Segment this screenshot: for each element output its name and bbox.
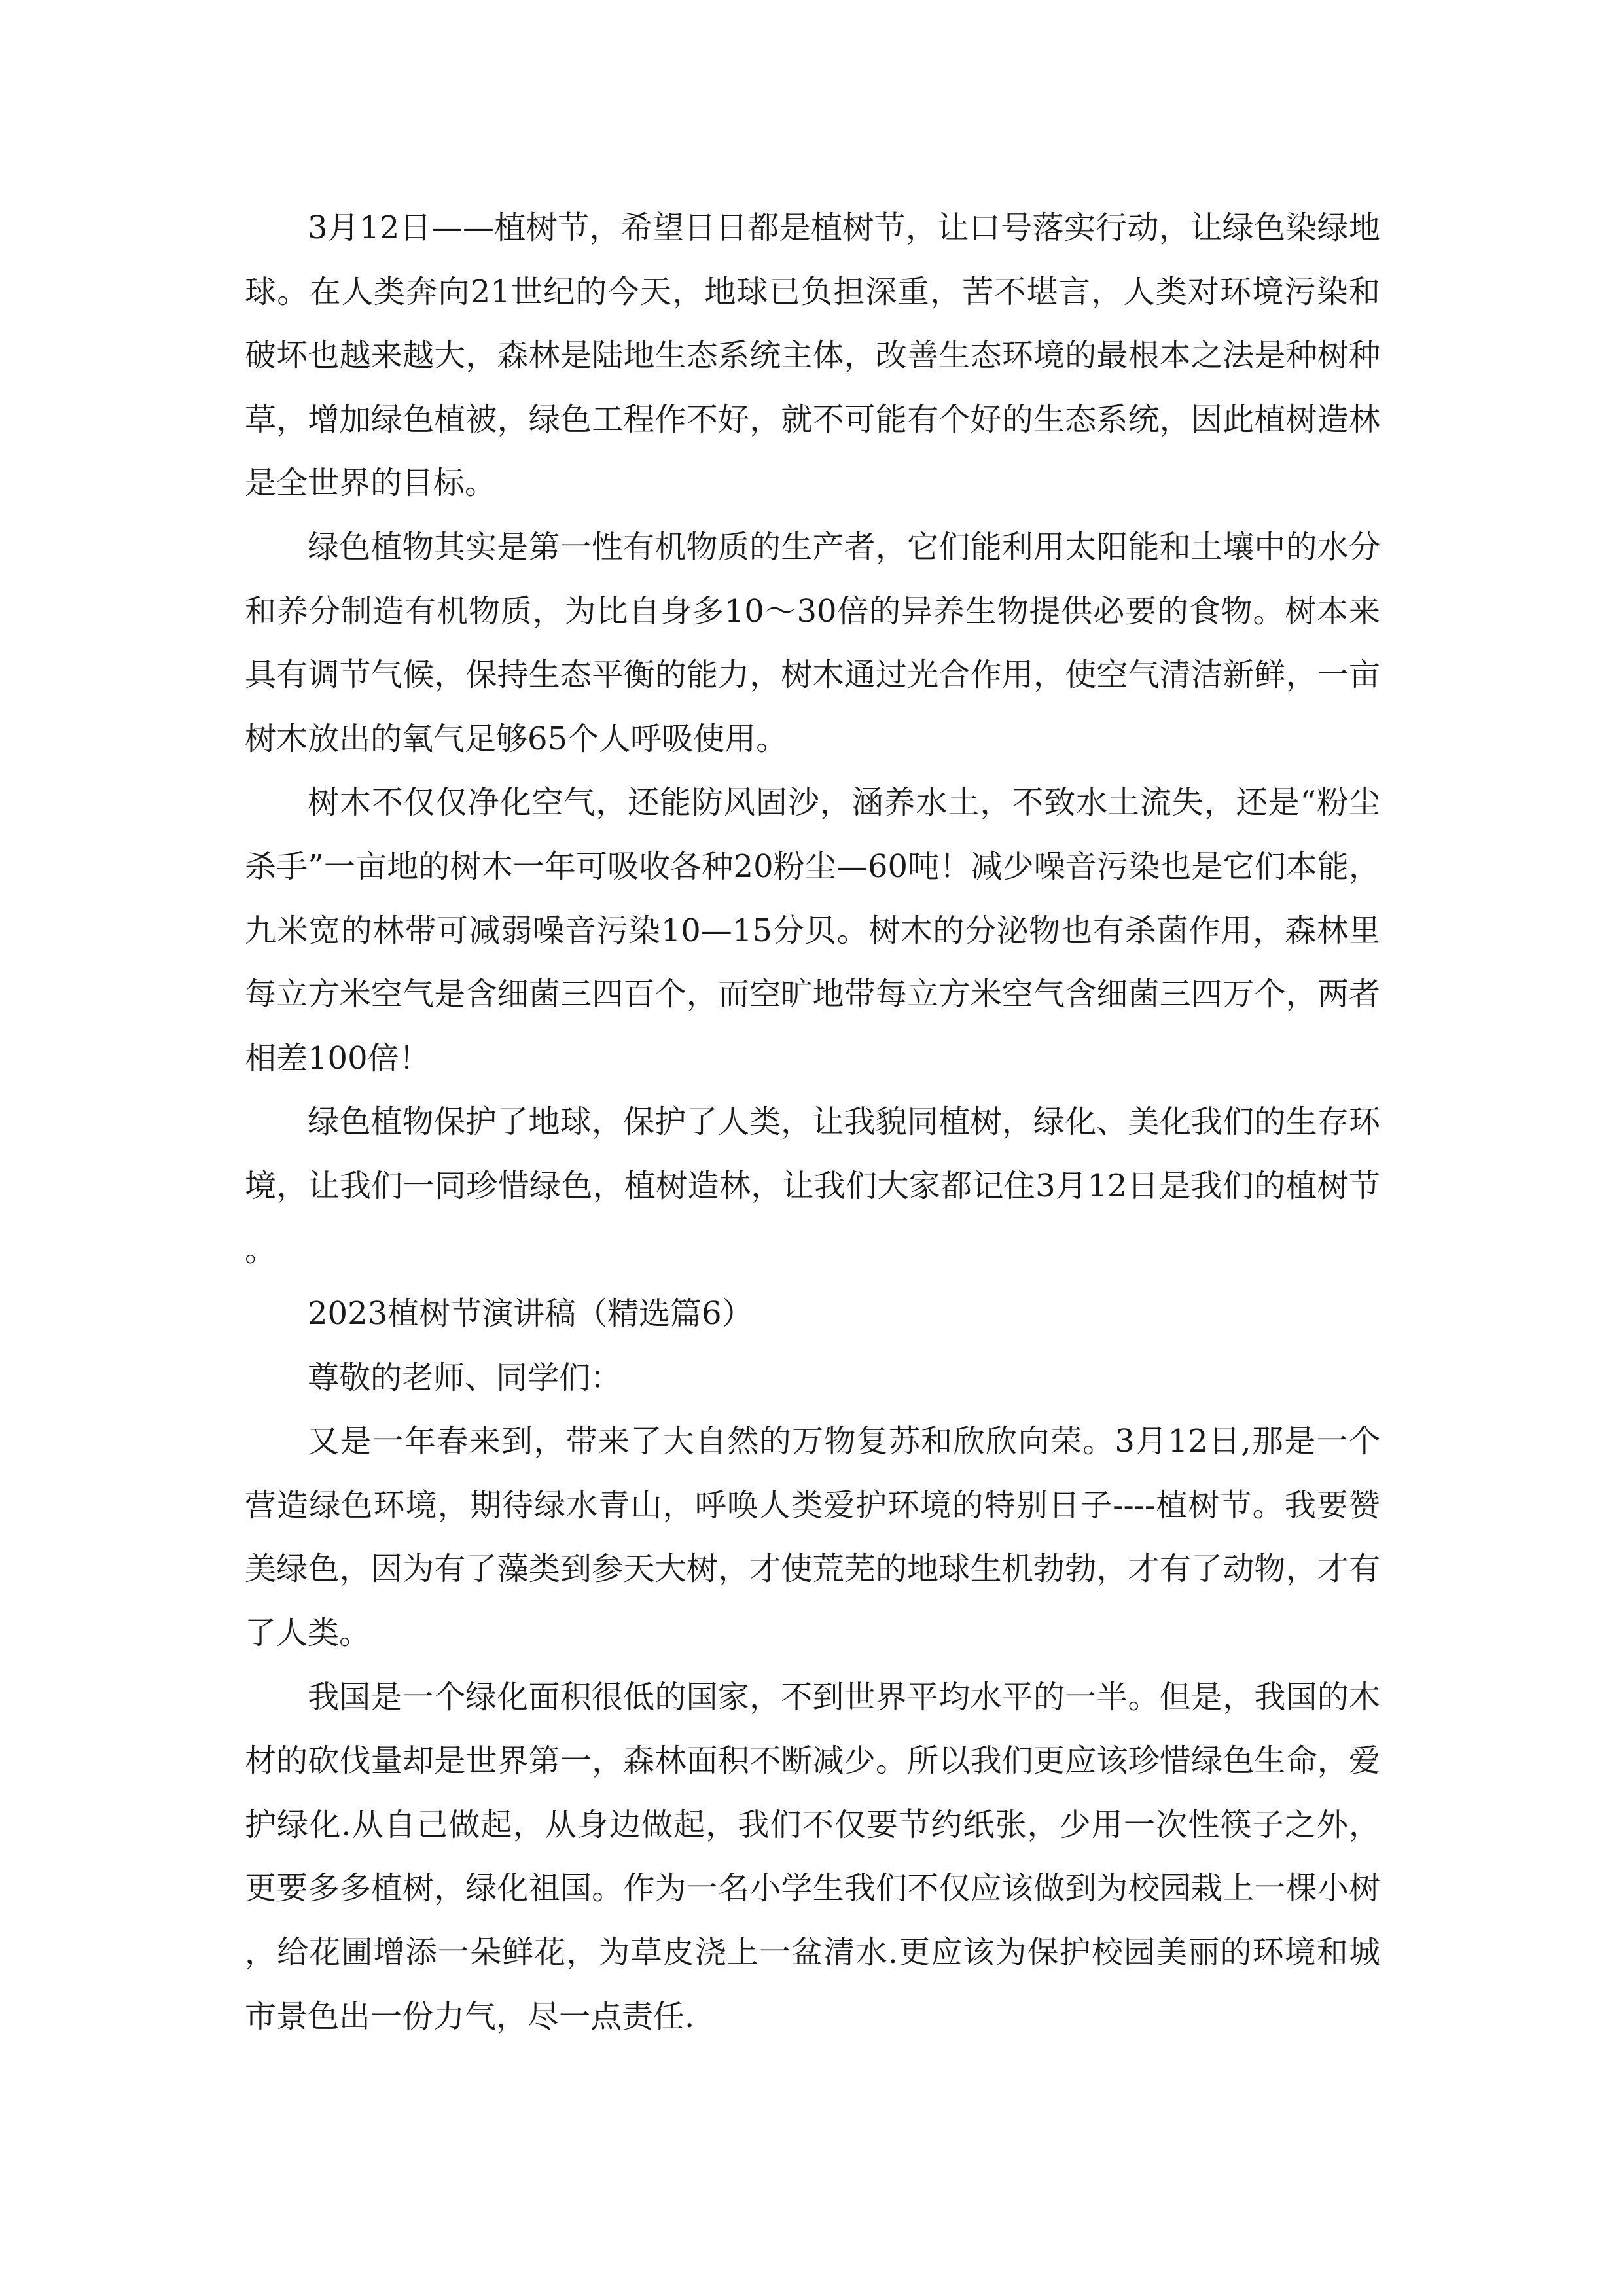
document-body <box>245 196 1380 2049</box>
paragraph-national-greening: 我国是一个绿化面积很低的国家，不到世界平均水平的一半。但是，我国的木材的砍伐量却是世界第一，森林面积不断减少。所以我们更应该珍惜绿色生命，爱护绿化.从自己做起，从身边做起，我们不仅要节约纸张，少用一次性筷子之外，更要多多植树，绿化祖国。作为一名小学生我们不仅应该做到为校园栽上一棵小树，给花圃增添一朵鲜花，为草皮浇上一盆清水.更应该为保护校园美丽的环境和城市景色出一份力气，尽一点责任. <box>245 1678 1380 2035</box>
paragraph-green-plants-producers: 绿色植物其实是第一性有机物质的生产者，它们能利用太阳能和土壤中的水分和养分制造有机物质，为比自身多10～30倍的异养生物提供必要的食物。树本来具有调节气候，保持生态平衡的能力，树木通过光合作用，使空气清洁新鲜，一亩树木放出的氧气足够65个人呼吸使用。 <box>245 528 1380 757</box>
speech-salutation: 尊敬的老师、同学们： <box>308 1359 622 1396</box>
section-heading: 2023植树节演讲稿（精选篇6） <box>308 1295 753 1333</box>
paragraph-spring-arrives: 又是一年春来到，带来了大自然的万物复苏和欣欣向荣。3月12日,那是一个营造绿色环境，期待绿水青山，呼唤人类爱护环境的特别日子----植树节。我要赞美绿色，因为有了藻类到参天大树，才使荒芜的地球生机勃勃，才有了动物，才有了人类。 <box>245 1423 1380 1652</box>
paragraph-protect-earth: 绿色植物保护了地球，保护了人类，让我貌同植树，绿化、美化我们的生存环境，让我们一同珍惜绿色，植树造林，让我们大家都记住3月12日是我们的植树节。 <box>245 1103 1380 1268</box>
paragraph-arbor-day-intro: 3月12日——植树节，希望日日都是植树节，让口号落实行动，让绿色染绿地球。在人类奔向21世纪的今天，地球已负担深重，苦不堪言，人类对环境污染和破坏也越来越大，森林是陆地生态系统主体，改善生态环境的最根本之法是种树种草，增加绿色植被，绿色工程作不好，就不可能有个好的生态系统，因此植树造林是全世界的目标。 <box>245 209 1380 502</box>
paragraph-trees-purify-air: 树木不仅仅净化空气，还能防风固沙，涵养水土，不致水土流失，还是“粉尘杀手”一亩地的树木一年可吸收各种20粉尘—60吨！减少噪音污染也是它们本能，九米宽的林带可减弱噪音污染10—15分贝。树木的分泌物也有杀菌作用，森林里每立方米空气是含细菌三四百个，而空旷地带每立方米空气含细菌三四万个，两者相差100倍！ <box>245 784 1380 1077</box>
